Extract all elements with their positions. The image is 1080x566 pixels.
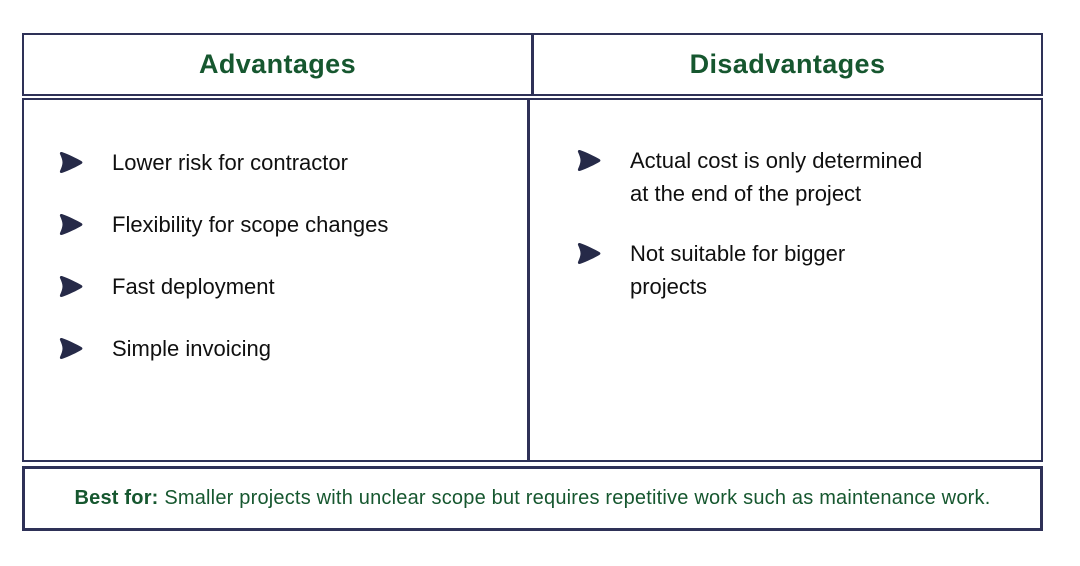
list-item	[576, 237, 1027, 303]
header-cell-disadvantages	[534, 35, 1041, 94]
disadvantages-cell	[530, 100, 1041, 460]
list-item	[576, 144, 1027, 210]
advantage-item-label: Lower risk for contractor	[112, 150, 348, 175]
item-line: at the end of the project	[630, 181, 862, 206]
list-item	[58, 146, 509, 179]
comparison-table	[22, 33, 1043, 531]
arrow-bullet-icon	[576, 242, 603, 265]
best-for-bar	[22, 466, 1043, 531]
disadvantage-item-label	[630, 144, 922, 210]
list-item	[58, 208, 509, 241]
arrow-bullet-icon	[58, 275, 85, 298]
item-line: Actual cost is only determined	[630, 148, 923, 173]
header-row	[22, 33, 1043, 96]
disadvantages-heading: Disadvantages	[689, 49, 886, 79]
list-item	[58, 332, 509, 365]
disadvantage-item-label	[630, 237, 845, 303]
advantages-heading: Advantages	[198, 49, 357, 79]
advantage-item-label: Simple invoicing	[112, 336, 271, 361]
arrow-bullet-icon	[58, 151, 85, 174]
advantages-cell	[24, 100, 530, 460]
arrow-bullet-icon	[576, 149, 603, 172]
arrow-bullet-icon	[58, 213, 85, 236]
advantage-item-label: Fast deployment	[112, 274, 275, 299]
best-for-text-wrap	[75, 487, 991, 510]
arrow-bullet-icon	[58, 337, 85, 360]
best-for-label: Best for:	[74, 487, 159, 509]
advantage-item-label: Flexibility for scope changes	[112, 212, 389, 237]
item-line: projects	[630, 274, 708, 299]
best-for-text: Smaller projects with unclear scope but requires repetitive work such as maintenance work.	[164, 487, 991, 509]
header-cell-advantages	[24, 35, 534, 94]
list-item	[58, 270, 509, 303]
body-row	[22, 98, 1043, 462]
item-line: Not suitable for bigger	[630, 241, 846, 266]
